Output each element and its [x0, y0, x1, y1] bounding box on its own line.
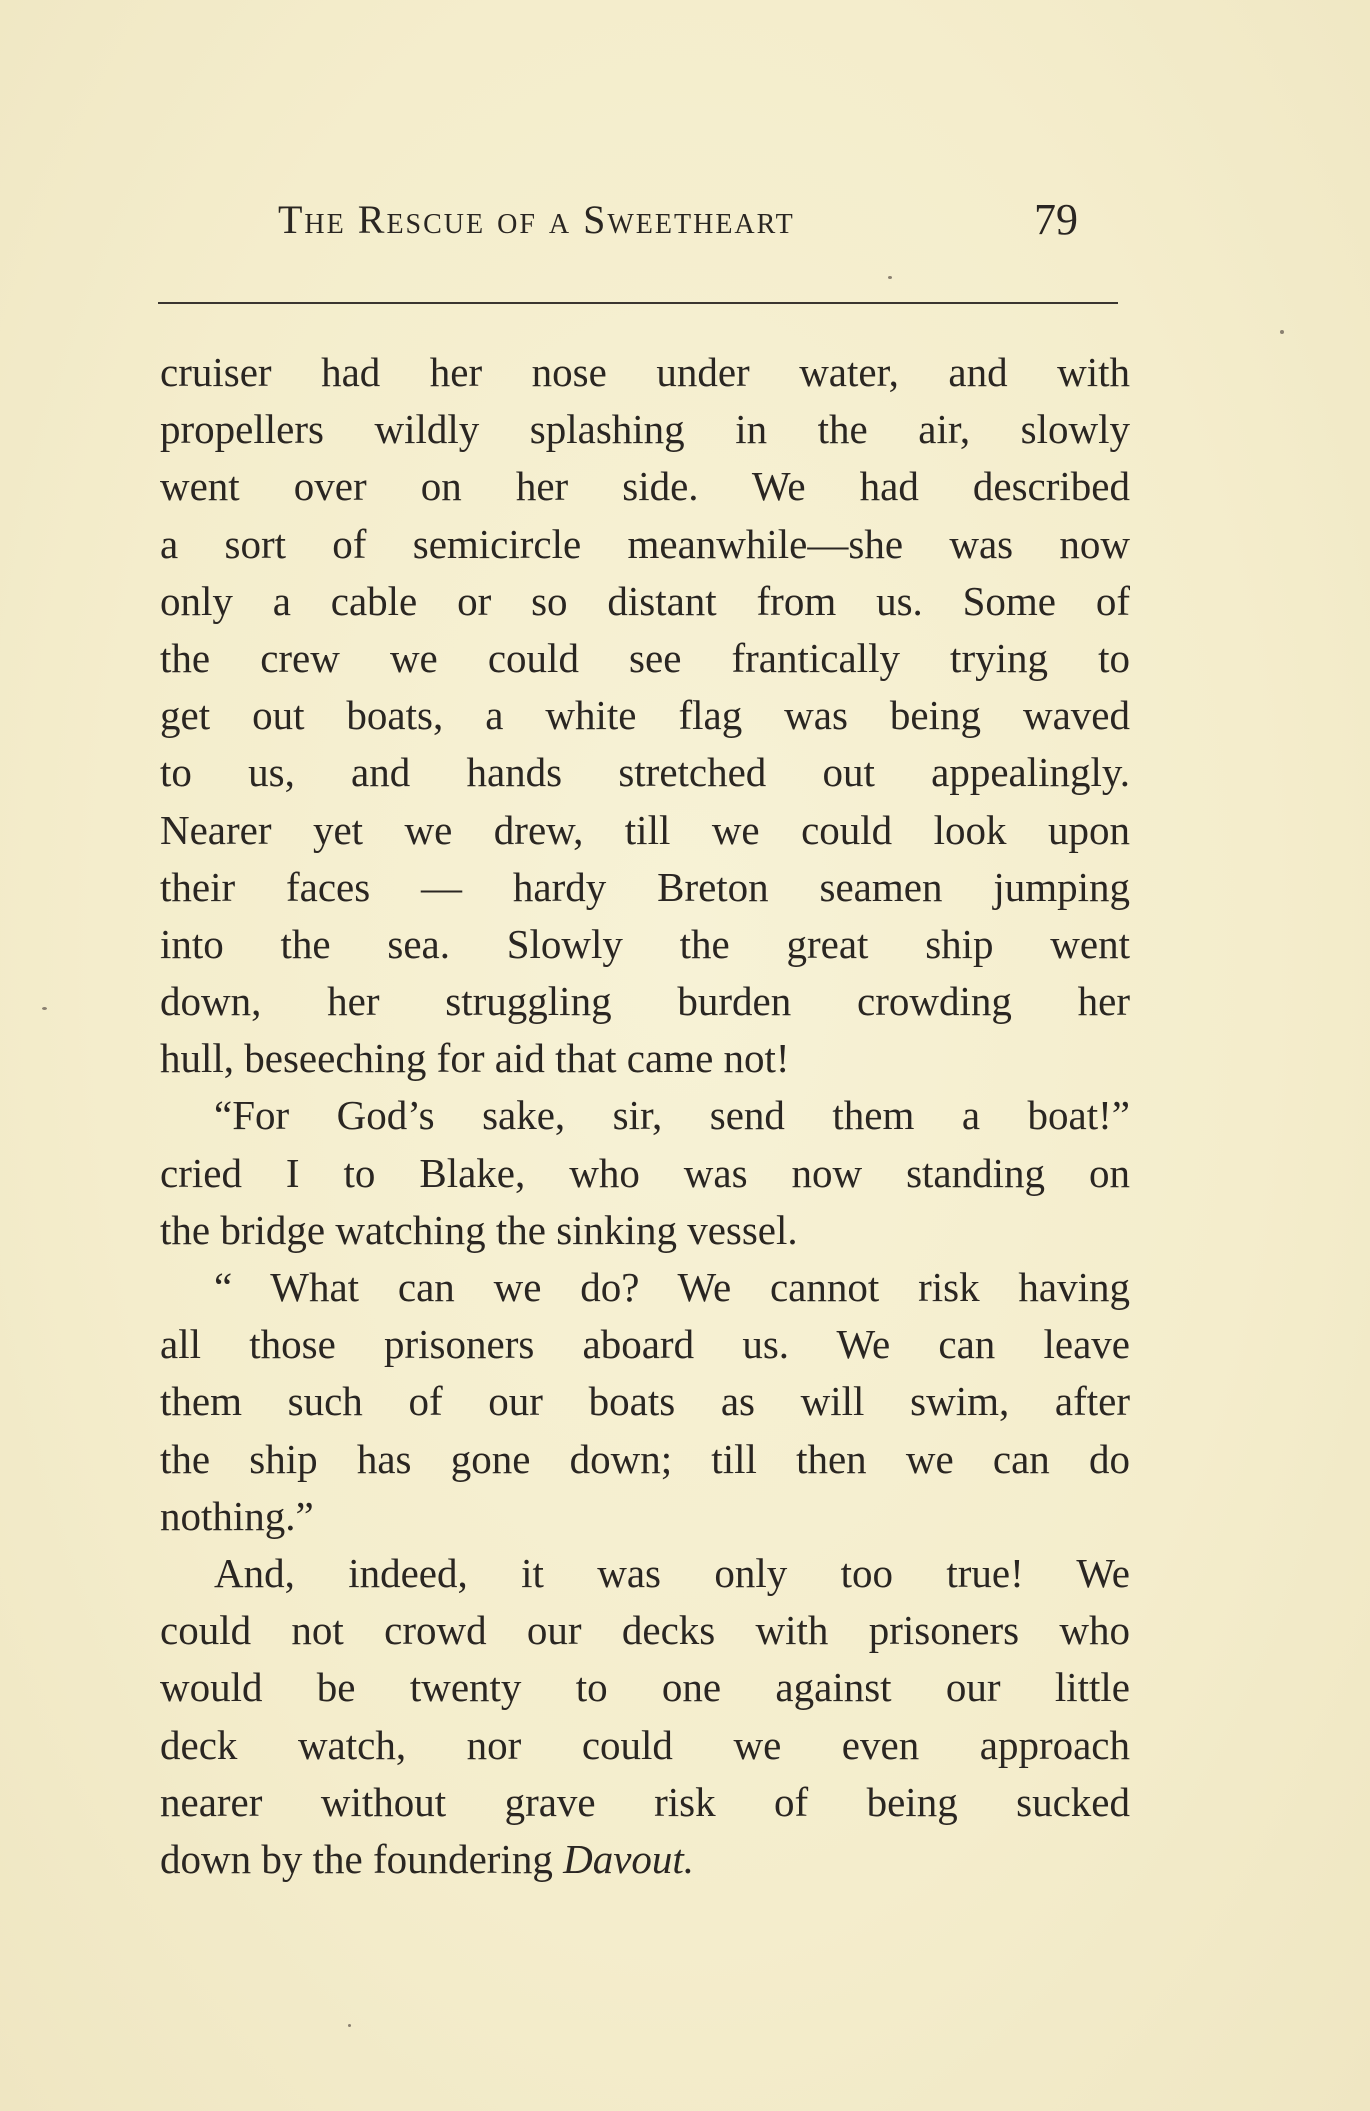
text-line: went over on her side. We had described	[160, 463, 1130, 510]
text-line: nearer without grave risk of being sucked	[160, 1778, 1130, 1825]
ship-name: Davout.	[563, 1835, 695, 1882]
text-line: into the sea. Slowly the great ship went	[160, 920, 1130, 967]
text-line: a sort of semicircle meanwhile—she was now	[160, 520, 1130, 567]
paper-speck	[1280, 330, 1284, 334]
text-line: down, her struggling burden crowding her	[160, 978, 1130, 1025]
text-line-final	[160, 1831, 1130, 1888]
running-head	[160, 196, 1120, 256]
final-line-text: down by the foundering	[160, 1835, 564, 1882]
text-line: could not crowd our decks with prisoners who	[160, 1607, 1130, 1654]
text-line: them such of our boats as will swim, after	[160, 1378, 1130, 1425]
text-line: Nearer yet we drew, till we could look upon	[160, 806, 1130, 853]
text-line: the bridge watching the sinking vessel.	[160, 1206, 798, 1253]
text-line: all those prisoners aboard us. We can leave	[160, 1321, 1130, 1368]
paper-speck	[888, 276, 892, 279]
text-line: the crew we could see frantically trying to	[160, 634, 1130, 681]
text-line: And, indeed, it was only too true! We	[214, 1549, 1130, 1596]
paper-speck	[42, 1007, 47, 1010]
text-line: deck watch, nor could we even approach	[160, 1721, 1130, 1768]
text-line: “For God’s sake, sir, send them a boat!”	[214, 1092, 1130, 1139]
running-title: The Rescue of a Sweetheart	[278, 197, 795, 242]
paper-speck	[348, 2024, 351, 2027]
text-line: their faces — hardy Breton seamen jumping	[160, 863, 1130, 910]
header-rule	[158, 302, 1118, 304]
text-line: only a cable or so distant from us. Some of	[160, 577, 1130, 624]
body-text	[160, 344, 1130, 1888]
text-line: propellers wildly splashing in the air, slowly	[160, 406, 1130, 453]
text-line: to us, and hands stretched out appealingly.	[160, 749, 1130, 796]
text-line: the ship has gone down; till then we can do	[160, 1435, 1130, 1482]
text-line: cruiser had her nose under water, and with	[160, 349, 1130, 395]
page-number: 79	[1034, 195, 1078, 244]
text-line: cried I to Blake, who was now standing on	[160, 1149, 1130, 1196]
text-line: would be twenty to one against our little	[160, 1664, 1130, 1711]
text-line: hull, beseeching for aid that came not!	[160, 1035, 790, 1082]
text-line: nothing.”	[160, 1492, 314, 1539]
text-line: “ What can we do? We cannot risk having	[214, 1264, 1130, 1310]
text-line: get out boats, a white flag was being waved	[160, 692, 1130, 739]
